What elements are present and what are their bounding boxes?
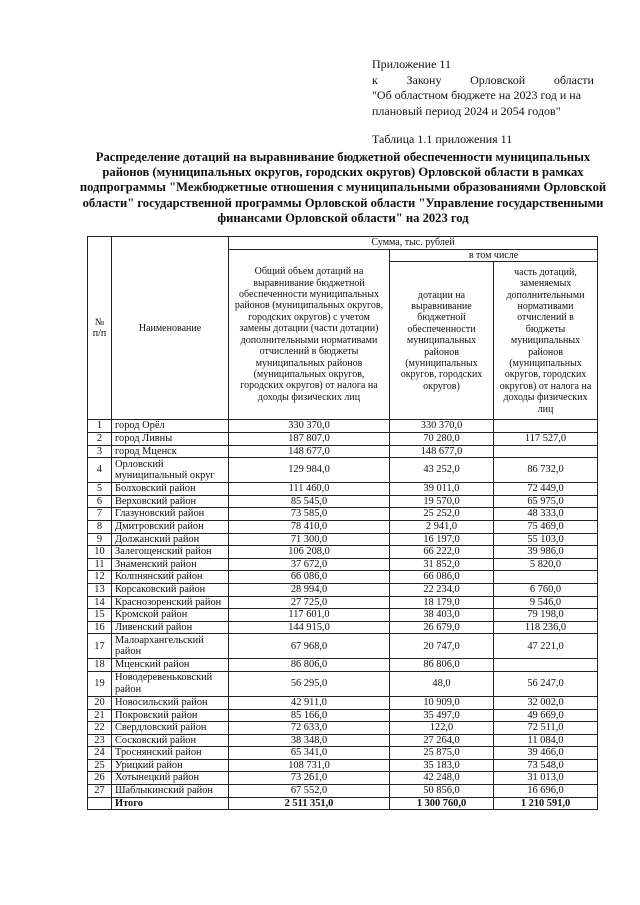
row-number: 8 [88,520,112,533]
header-subsidy: дотации на выравнивание бюджетной обеспеченности муниципальных районов (муниципальных округов, городских округов) [390,262,494,420]
row-name: Дмитровский район [112,520,229,533]
table-row [88,596,598,609]
row-number: 22 [88,722,112,735]
row-number: 5 [88,483,112,496]
table-row [88,734,598,747]
row-total: 67 552,0 [229,785,390,798]
row-number: 10 [88,546,112,559]
appendix-law-title-cont: плановый период 2024 и 2054 годов" [372,103,561,118]
table-row [88,571,598,584]
row-subsidy: 31 852,0 [390,558,494,571]
table-row [88,659,598,672]
row-number: 4 [88,458,112,483]
row-total: 38 348,0 [229,734,390,747]
row-replaced: 72 449,0 [494,483,598,496]
row-subsidy: 35 497,0 [390,709,494,722]
appendix-word: области [553,72,594,87]
row-replaced: 79 198,0 [494,609,598,622]
appendix-law-title: "Об областном бюджете на 2023 год и на [372,88,582,102]
header-including: в том числе [390,250,598,262]
row-replaced: 73 548,0 [494,759,598,772]
row-number: 6 [88,495,112,508]
row-name: Троснянский район [112,747,229,760]
row-total: 71 300,0 [229,533,390,546]
row-replaced: 118 236,0 [494,621,598,634]
row-subsidy: 16 197,0 [390,533,494,546]
header-total: Общий объем дотаций на выравнивание бюджетной обеспеченности муниципальных районов (муниципальных округов, городских округов) с учетом замены дотации (части дотации) дополнительными нормативами отчислений в бюджеты муниципальных районов (муниципальных округов, городских округов) от налога на доходы физических лиц [229,250,390,420]
table-row [88,722,598,735]
row-replaced: 65 975,0 [494,495,598,508]
row-replaced: 47 221,0 [494,634,598,659]
row-total: 78 410,0 [229,520,390,533]
table-row [88,495,598,508]
row-name: Глазуновский район [112,508,229,521]
row-subsidy: 70 280,0 [390,433,494,446]
row-number: 21 [88,709,112,722]
row-name: Хотынецкий район [112,772,229,785]
row-replaced: 86 732,0 [494,458,598,483]
header-num: № п/п [88,237,112,420]
table-row [88,671,598,696]
row-subsidy: 66 086,0 [390,571,494,584]
row-replaced: 11 084,0 [494,734,598,747]
row-total: 37 672,0 [229,558,390,571]
row-name: Залегощенский район [112,546,229,559]
document-title: Распределение дотаций на выравнивание бюджетной обеспеченности муниципальных районов (муниципальных округов, городских округов) Орловской области в рамках подпрограммы "Межбюджетные отношения с муниципальными образованиями Орловской области" государственной программы Орловской области "Управление государственными финансами Орловской области" на 2023 год [79,150,607,225]
header-name: Наименование [112,237,229,420]
row-name: Болховский район [112,483,229,496]
row-subsidy: 26 679,0 [390,621,494,634]
row-name: Должанский район [112,533,229,546]
table-row [88,420,598,433]
row-number: 23 [88,734,112,747]
table-row [88,546,598,559]
table-reference: Таблица 1.1 приложения 11 [372,132,513,146]
row-number: 25 [88,759,112,772]
row-subsidy: 148 677,0 [390,445,494,458]
row-total: 144 915,0 [229,621,390,634]
row-subsidy: 42 248,0 [390,772,494,785]
row-replaced: 56 247,0 [494,671,598,696]
row-name: Малоархангельский район [112,634,229,659]
table-row [88,709,598,722]
table-row [88,621,598,634]
row-replaced: 75 469,0 [494,520,598,533]
row-replaced: 39 986,0 [494,546,598,559]
table-row [88,634,598,659]
row-replaced: 32 002,0 [494,696,598,709]
row-number: 13 [88,583,112,596]
row-replaced: 9 546,0 [494,596,598,609]
total-label: Итого [112,797,229,810]
row-total: 111 460,0 [229,483,390,496]
header-sum: Сумма, тыс. рублей [229,237,598,250]
row-subsidy: 122,0 [390,722,494,735]
row-total: 85 166,0 [229,709,390,722]
row-subsidy: 22 234,0 [390,583,494,596]
row-subsidy: 19 570,0 [390,495,494,508]
row-subsidy: 43 252,0 [390,458,494,483]
row-subsidy: 2 941,0 [390,520,494,533]
row-name: Колпнянский район [112,571,229,584]
row-total: 67 968,0 [229,634,390,659]
row-number: 1 [88,420,112,433]
row-name: Орловский муниципальный округ [112,458,229,483]
row-replaced: 39 466,0 [494,747,598,760]
row-total: 28 994,0 [229,583,390,596]
row-name: Мценский район [112,659,229,672]
table-row [88,508,598,521]
row-name: Урицкий район [112,759,229,772]
appendix-word: к [372,72,378,87]
row-total: 117 601,0 [229,609,390,622]
appendix-word: Закону [406,72,442,87]
row-total: 148 677,0 [229,445,390,458]
row-name: Верховский район [112,495,229,508]
row-total: 27 725,0 [229,596,390,609]
row-subsidy: 10 909,0 [390,696,494,709]
appendix-word: Орловской [470,72,526,87]
row-total: 85 545,0 [229,495,390,508]
row-total: 106 208,0 [229,546,390,559]
total-replaced: 1 210 591,0 [494,797,598,810]
row-replaced [494,420,598,433]
row-number: 26 [88,772,112,785]
row-name: город Орёл [112,420,229,433]
row-subsidy: 20 747,0 [390,634,494,659]
row-number: 12 [88,571,112,584]
row-total: 65 341,0 [229,747,390,760]
row-subsidy: 25 875,0 [390,747,494,760]
row-subsidy: 25 252,0 [390,508,494,521]
row-name: Свердловский район [112,722,229,735]
row-replaced: 5 820,0 [494,558,598,571]
row-subsidy: 66 222,0 [390,546,494,559]
row-replaced: 6 760,0 [494,583,598,596]
row-number: 3 [88,445,112,458]
table-row [88,772,598,785]
row-name: Кромской район [112,609,229,622]
table-row [88,458,598,483]
row-subsidy: 50 856,0 [390,785,494,798]
row-number: 24 [88,747,112,760]
row-replaced: 117 527,0 [494,433,598,446]
row-subsidy: 38 403,0 [390,609,494,622]
row-total: 72 633,0 [229,722,390,735]
row-subsidy: 27 264,0 [390,734,494,747]
row-name: Новодеревеньковский район [112,671,229,696]
row-total: 56 295,0 [229,671,390,696]
row-total: 73 585,0 [229,508,390,521]
row-number: 19 [88,671,112,696]
header-replaced: часть дотаций, заменяемых дополнительными нормативами отчислений в бюджеты муниципальных районов (муниципальных округов, городских округов) от налога на доходы физических лиц [494,262,598,420]
row-replaced: 16 696,0 [494,785,598,798]
row-number: 2 [88,433,112,446]
table-row [88,609,598,622]
row-number: 18 [88,659,112,672]
table-row [88,747,598,760]
table-row [88,445,598,458]
row-name: Шаблыкинский район [112,785,229,798]
row-replaced: 72 511,0 [494,722,598,735]
total-sum: 2 511 351,0 [229,797,390,810]
subsidy-table [87,236,598,810]
table-row [88,433,598,446]
row-total: 129 984,0 [229,458,390,483]
row-total: 108 731,0 [229,759,390,772]
row-total: 187 807,0 [229,433,390,446]
row-name: город Ливны [112,433,229,446]
row-total: 330 370,0 [229,420,390,433]
row-subsidy: 39 011,0 [390,483,494,496]
table-row [88,583,598,596]
row-replaced: 55 103,0 [494,533,598,546]
row-total: 86 806,0 [229,659,390,672]
row-subsidy: 330 370,0 [390,420,494,433]
table-row [88,785,598,798]
table-row [88,759,598,772]
appendix-number: Приложение 11 [372,57,451,71]
table-row [88,483,598,496]
row-replaced: 31 013,0 [494,772,598,785]
total-number-cell [88,797,112,810]
row-replaced [494,571,598,584]
appendix-law-line [372,73,594,89]
row-number: 9 [88,533,112,546]
row-subsidy: 35 183,0 [390,759,494,772]
row-subsidy: 48,0 [390,671,494,696]
row-subsidy: 18 179,0 [390,596,494,609]
table-row [88,696,598,709]
row-total: 73 261,0 [229,772,390,785]
row-number: 17 [88,634,112,659]
row-name: Покровский район [112,709,229,722]
row-replaced: 49 669,0 [494,709,598,722]
row-name: город Мценск [112,445,229,458]
row-number: 7 [88,508,112,521]
total-row [88,797,598,810]
row-total: 42 911,0 [229,696,390,709]
row-total: 66 086,0 [229,571,390,584]
row-replaced: 48 333,0 [494,508,598,521]
table-row [88,533,598,546]
row-number: 11 [88,558,112,571]
row-name: Сосковский район [112,734,229,747]
table-row [88,558,598,571]
row-name: Новосильский район [112,696,229,709]
row-number: 14 [88,596,112,609]
row-number: 16 [88,621,112,634]
row-name: Ливенский район [112,621,229,634]
table-row [88,520,598,533]
row-number: 27 [88,785,112,798]
appendix-block [372,57,594,148]
row-name: Знаменский район [112,558,229,571]
row-name: Корсаковский район [112,583,229,596]
row-subsidy: 86 806,0 [390,659,494,672]
row-number: 15 [88,609,112,622]
row-name: Краснозоренский район [112,596,229,609]
row-replaced [494,445,598,458]
total-subsidy: 1 300 760,0 [390,797,494,810]
table-body [88,420,598,810]
row-number: 20 [88,696,112,709]
row-replaced [494,659,598,672]
